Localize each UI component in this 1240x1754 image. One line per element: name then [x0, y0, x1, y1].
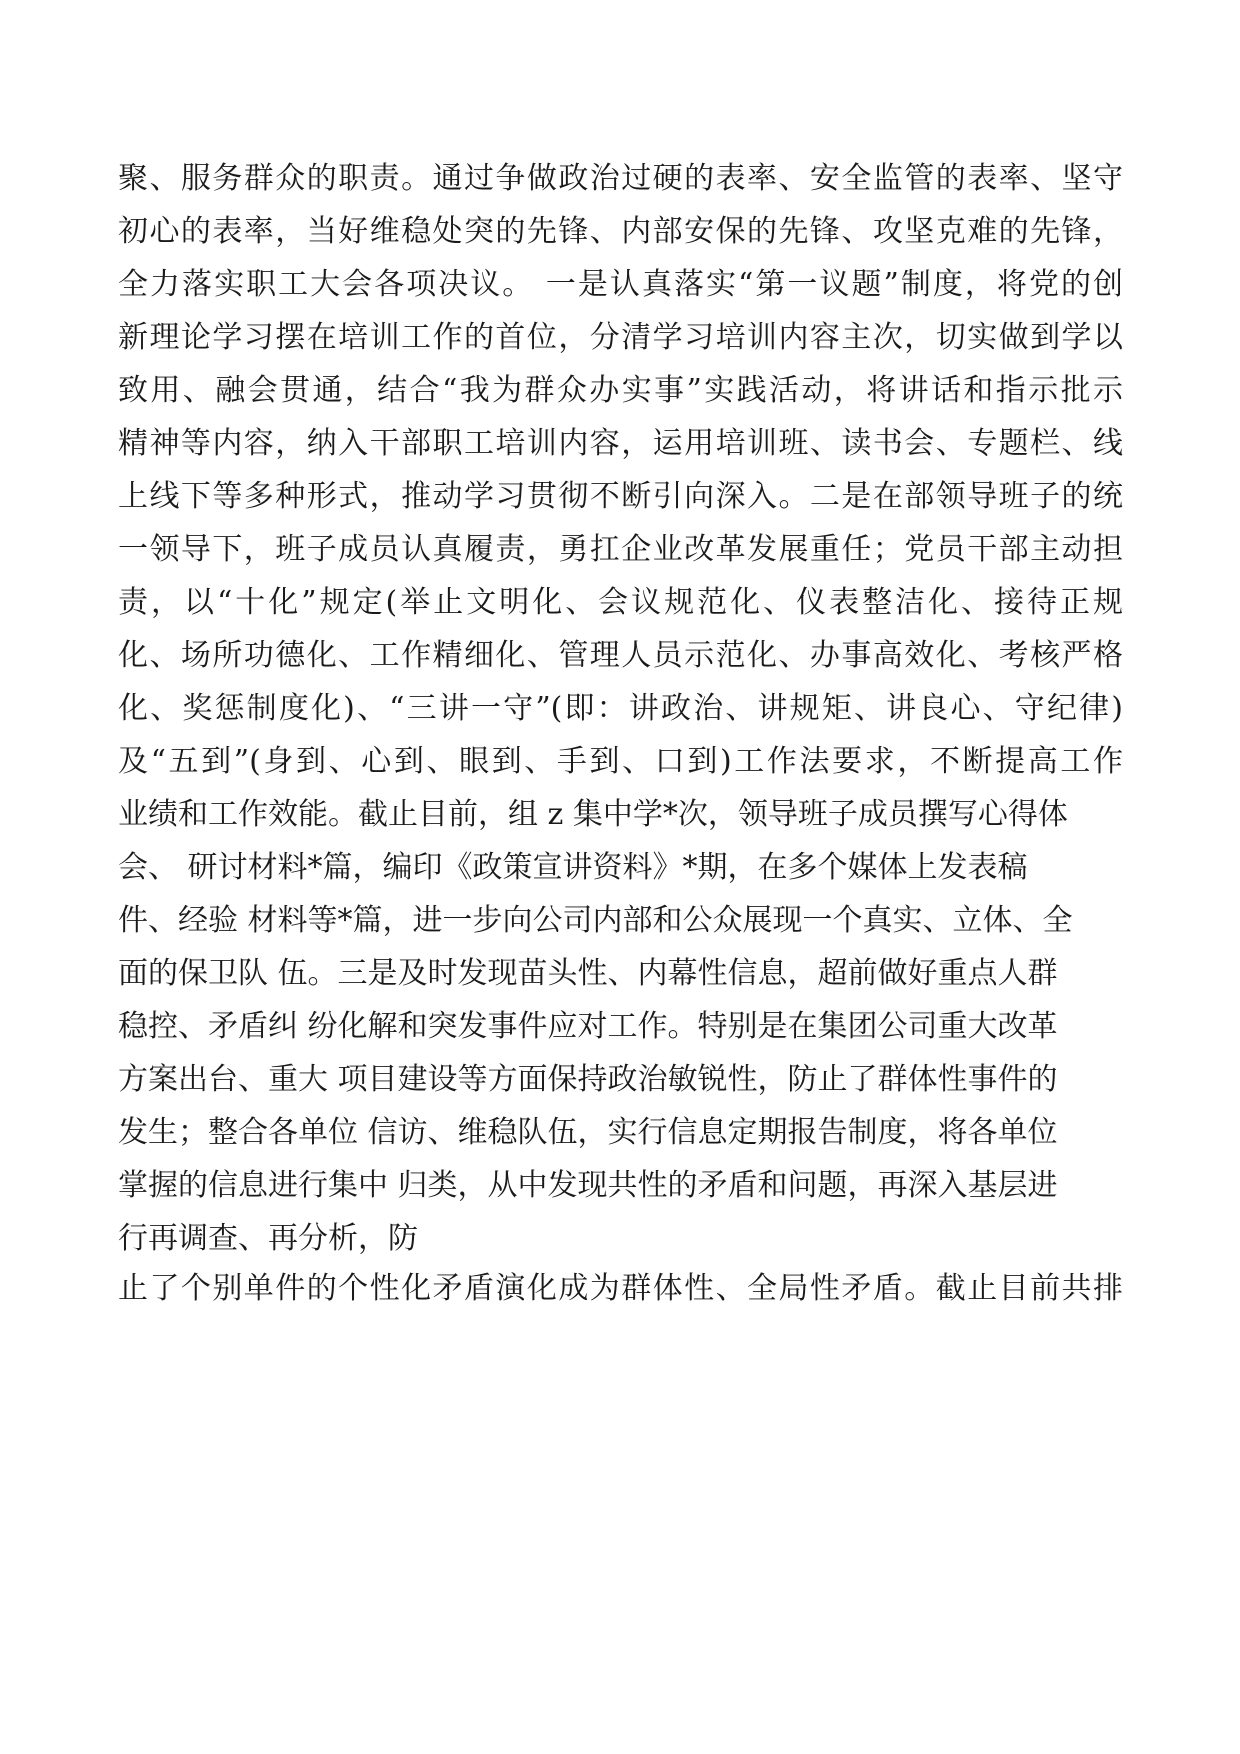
text-line: 掌握的信息进行集中 归类，从中发现共性的矛盾和问题，再深入基层进: [118, 1168, 1058, 1203]
text-line: 化、奖惩制度化)、“三讲一守”(即：讲政治、讲规矩、讲良心、守纪律): [118, 691, 1123, 726]
text-line: 发生；整合各单位 信访、维稳队伍，实行信息定期报告制度，将各单位: [118, 1115, 1058, 1150]
text-line: 一领导下，班子成员认真履责，勇扛企业改革发展重任；党员干部主动担: [118, 532, 1123, 567]
text-line: 全力落实职工大会各项决议。 一是认真落实“第一议题”制度，将党的创: [118, 267, 1123, 302]
text-line: 面的保卫队 伍。三是及时发现苗头性、内幕性信息，超前做好重点人群: [118, 956, 1058, 991]
text-line: 责，以“十化”规定(举止文明化、会议规范化、仪表整洁化、接待正规: [118, 585, 1123, 620]
text-line: 上线下等多种形式，推动学习贯彻不断引向深入。二是在部领导班子的统: [118, 479, 1123, 514]
text-line: 止了个别单件的个性化矛盾演化成为群体性、全局性矛盾。截止目前共排: [118, 1271, 1123, 1306]
text-line: 初心的表率，当好维稳处突的先锋、内部安保的先锋、攻坚克难的先锋，: [118, 214, 1123, 249]
text-line: 聚、服务群众的职责。通过争做政治过硬的表率、安全监管的表率、坚守: [118, 161, 1123, 196]
text-line: 会、 研讨材料*篇，编印《政策宣讲资料》*期，在多个媒体上发表稿: [118, 850, 1028, 885]
text-line: 精神等内容，纳入干部职工培训内容，运用培训班、读书会、专题栏、线: [118, 426, 1123, 461]
text-line: 稳控、矛盾纠 纷化解和突发事件应对工作。特别是在集团公司重大改革: [118, 1009, 1058, 1044]
text-line: 及“五到”(身到、心到、眼到、手到、口到)工作法要求，不断提高工作: [118, 744, 1123, 779]
text-line: 行再调查、再分析，防: [118, 1221, 418, 1256]
text-line: 业绩和工作效能。截止目前，组 z 集中学*次，领导班子成员撰写心得体: [118, 797, 1068, 832]
text-line: 新理论学习摆在培训工作的首位，分清学习培训内容主次，切实做到学以: [118, 320, 1123, 355]
text-line: 致用、融会贯通，结合“我为群众办实事”实践活动，将讲话和指示批示: [118, 373, 1123, 408]
text-line: 件、经验 材料等*篇，进一步向公司内部和公众展现一个真实、立体、全: [118, 903, 1073, 938]
text-line: 化、场所功德化、工作精细化、管理人员示范化、办事高效化、考核严格: [118, 638, 1123, 673]
text-line: 方案出台、重大 项目建设等方面保持政治敏锐性，防止了群体性事件的: [118, 1062, 1058, 1097]
